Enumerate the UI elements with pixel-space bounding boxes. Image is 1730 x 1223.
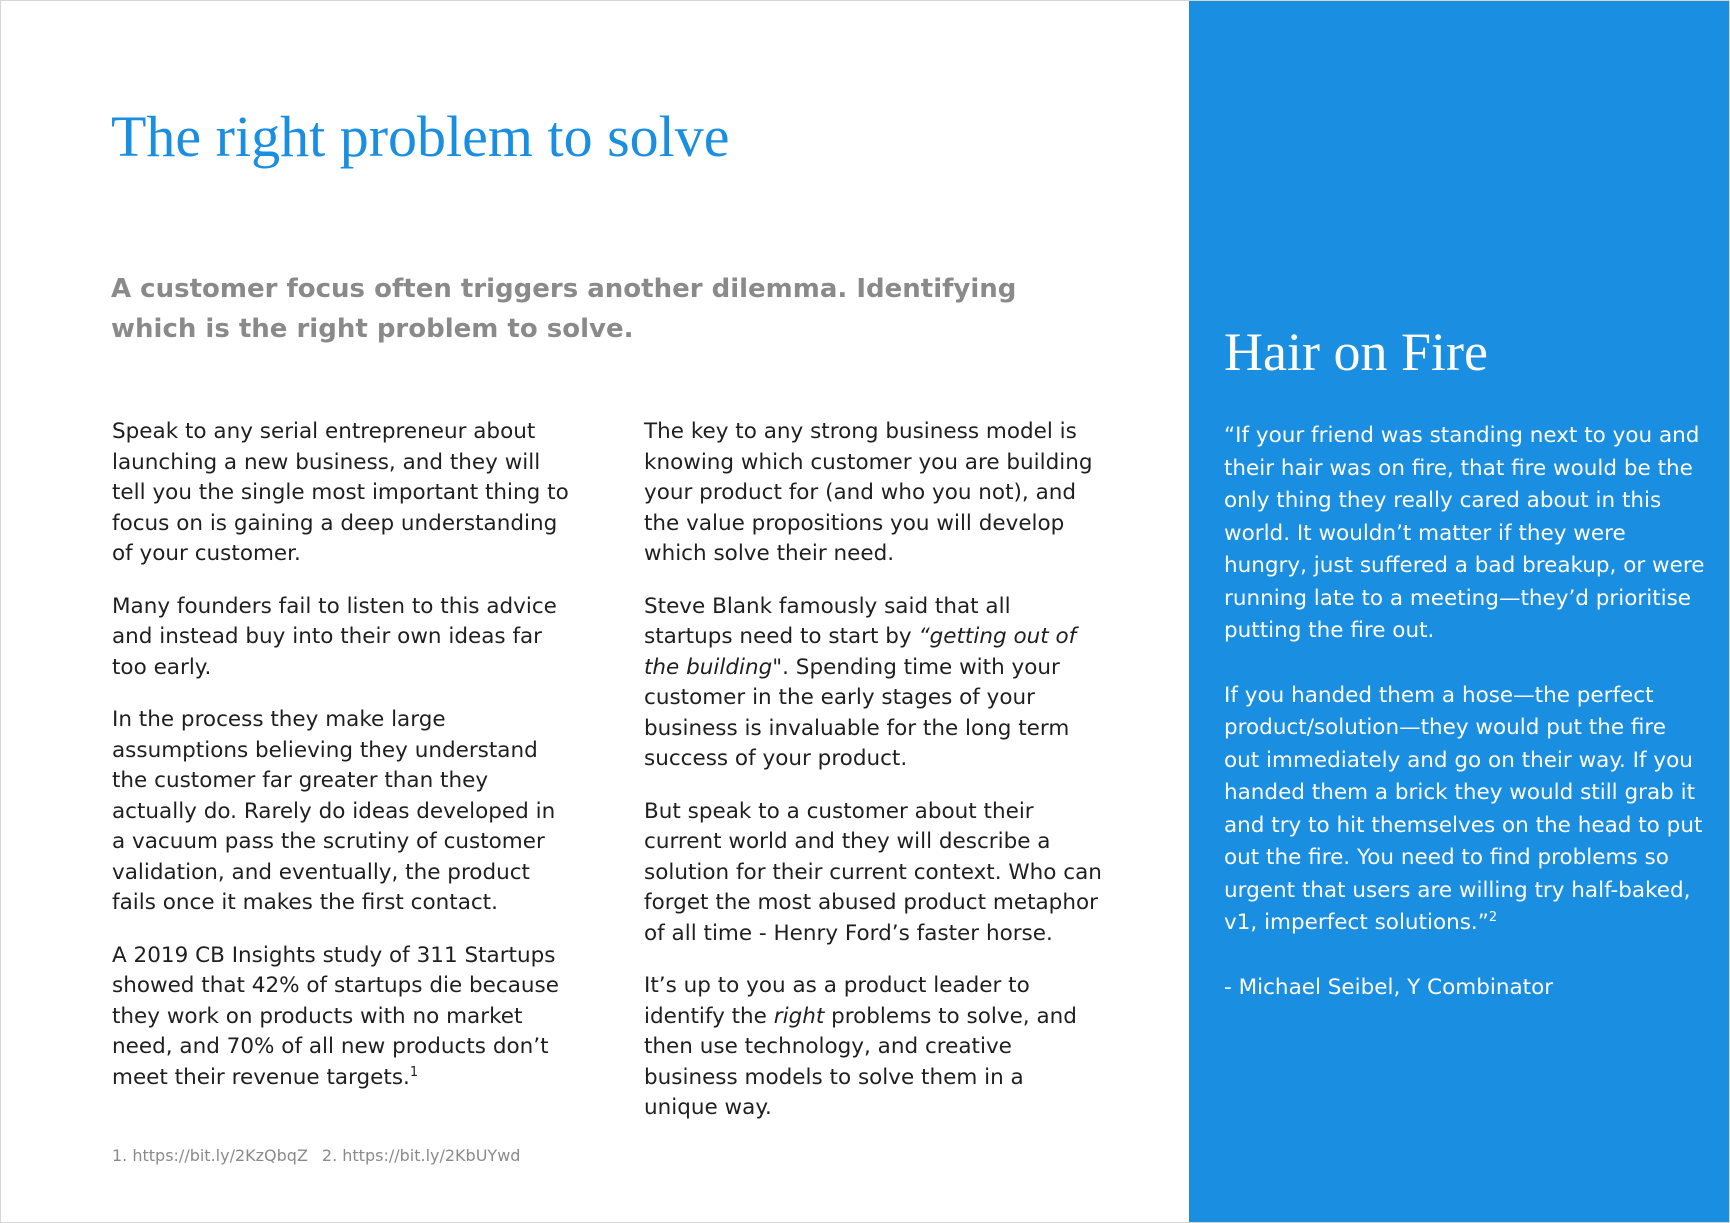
left-paragraph-4 [112,941,572,1094]
right-paragraph-2 [644,592,1104,775]
left-paragraph-3: In the process they make large assumptions believing they understand the customer far greater than they actually do. Rarely do ideas developed in a vacuum pass the scrutiny of customer validation, and eventually, the product fails once it makes the first contact. [112,707,556,915]
footnote-ref-1: 1 [409,1064,419,1080]
emphasis-right: right [773,1003,825,1029]
right-paragraph-2-start: Steve Blank famously said that all startups need to start by [644,593,1011,649]
page-title: The right problem to solve [111,104,730,169]
left-paragraph-1: Speak to any serial entrepreneur about launching a new business, and they will tell you the single most important thing to focus on is gaining a deep understanding of your customer. [112,419,569,566]
sidebar-quote-paragraph-1: “If your friend was standing next to you and their hair was on fire, that fire would be the only thing they really cared about in this world. It wouldn’t matter if they were hungry, just suffered a bad breakup, or were running late to a meeting—they’d prioritise putting the fire out. [1224,423,1705,643]
right-paragraph-4-start: It’s up to you as a product leader to identify the [644,973,1030,1029]
right-column [644,417,1104,1146]
left-paragraph-2: Many founders fail to listen to this advice and instead buy into their own ideas far too early. [112,593,557,680]
left-column [112,417,572,1115]
footnote-2: 2. https://bit.ly/2KbUYwd [321,1146,521,1165]
right-paragraph-4 [644,971,1104,1124]
sidebar-quote-paragraph-2-text: If you handed them a hose—the perfect product/solution—they would put the fire out immediately and go on their way. If you handed them a brick they would still grab it and try to hit themselves on the head to put out the fire. You need to find problems so urgent that users are willing try half-baked, v1, imperfect solutions.” [1224,682,1703,935]
sidebar-quote [1224,420,1708,1036]
sidebar-panel [1189,1,1730,1223]
right-paragraph-4-end: problems to solve, and then use technology, and creative business models to solve them in a unique way. [644,1003,1077,1120]
sidebar-title: Hair on Fire [1224,322,1488,382]
sidebar-quote-paragraph-2 [1224,680,1708,940]
right-paragraph-2-end: ". Spending time with your customer in the early stages of your business is invaluable for the long term success of your product. [644,654,1070,771]
right-paragraph-1: The key to any strong business model is knowing which customer you are building your product for (and who you not), and the value propositions you will develop which solve their need. [644,419,1093,566]
left-paragraph-4-text: A 2019 CB Insights study of 311 Startups showed that 42% of startups die because they work on products with no market need, and 70% of all new products don’t meet their revenue targets. [112,942,559,1090]
sidebar-attribution: - Michael Seibel, Y Combinator [1224,974,1554,1000]
blank-quote: “getting out of the building [644,624,1077,680]
footnote-ref-2: 2 [1488,909,1498,925]
lead-paragraph: A customer focus often triggers another dilemma. Identifying which is the right problem to solve. [111,274,1017,344]
footnote-1: 1. https://bit.ly/2KzQbqZ [112,1146,308,1165]
footnotes [112,1145,520,1167]
right-paragraph-3: But speak to a customer about their current world and they will describe a solution for their current context. Who can forget the most abused product metaphor of all time - Henry Ford’s faster horse. [644,798,1102,946]
